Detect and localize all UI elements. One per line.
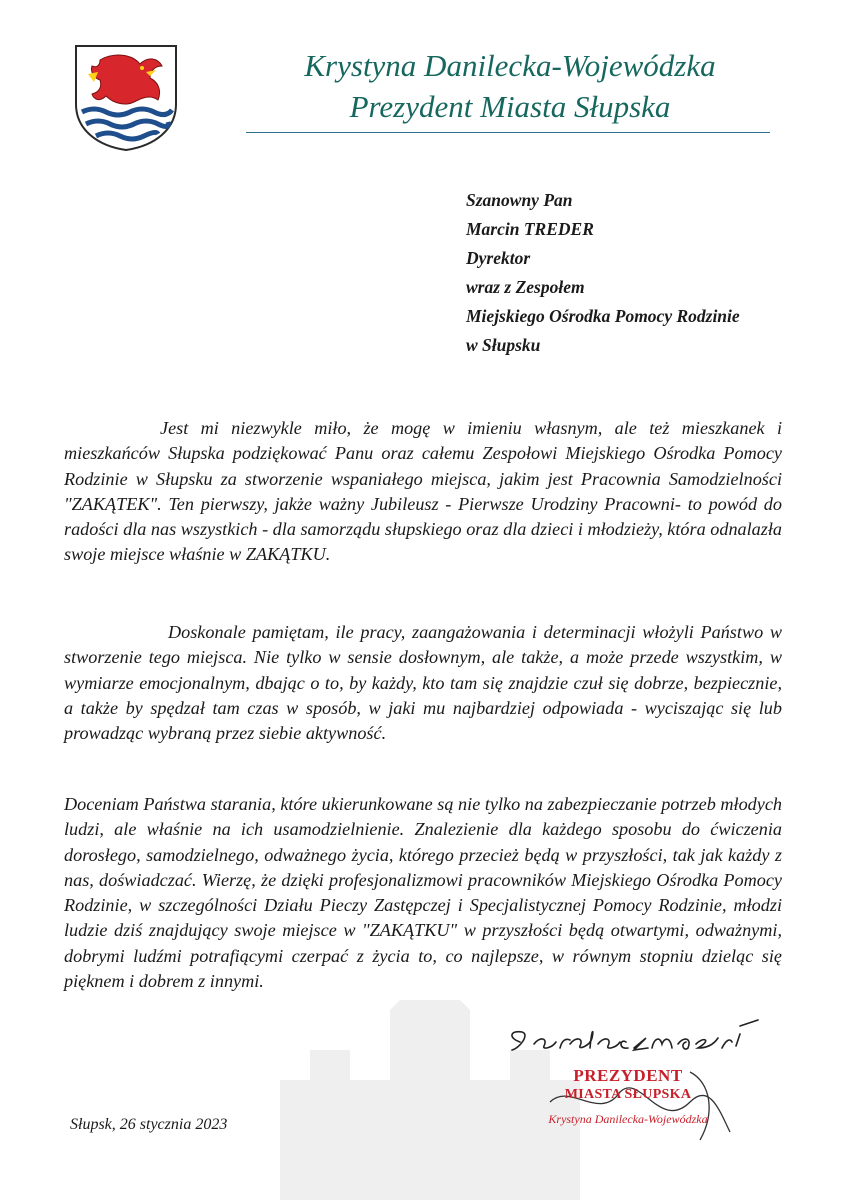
header-divider	[246, 132, 770, 133]
addressee-line: Marcin TREDER	[466, 219, 594, 239]
addressee-line: w Słupsku	[466, 335, 541, 355]
handwritten-greeting	[500, 1008, 780, 1068]
addressee-line: wraz z Zespołem	[466, 277, 585, 297]
letter-paragraph-3: Doceniam Państwa starania, które ukierunkowane są nie tylko na zabezpieczanie potrzeb młodych ludzi, ale właśnie na ich usamodzielnienie. Znalezienie dla każdego sposobu do ćwiczenia dorosłego, samodzielnego, odważnego życia, którego przecież będą w przyszłości, tak jak każdy z nas, doświadczać. Wierzę, że dzięki profesjonalizmowi pracowników Miejskiego Ośrodka Pomocy Rodzinie, w szczególności Działu Pieczy Zastępczej i Specjalistycznej Pomocy Rodzinie, młodzi ludzie dziś znajdujący swoje miejsce w "ZAKĄTKU" w przyszłości będą otwartymi, odważnymi, dobrymi ludźmi potrafiącymi czerpać z życia to, co najlepsze, w równym stopniu dzieląc się pięknem i dobrem z innymi.	[64, 794, 782, 992]
addressee-line: Szanowny Pan	[466, 190, 573, 210]
addressee-line: Dyrektor	[466, 248, 531, 268]
letter-paragraph-2: Doskonale pamiętam, ile pracy, zaangażowania i determinacji włożyli Państwo w stworzenie tego miejsca. Nie tylko w sensie dosłownym, ale także, a może przede wszystkim, w wymiarze emocjonalnym, dbając o to, by każdy, kto tam się znajdzie czuł się dobrze, bezpiecznie, a także by spędzał tam czas w sposób, w jaki mu najbardziej odpowiada - wyciszając się lub prowadząc wybraną przez siebie aktywność.	[64, 622, 782, 744]
stamp-name: Krystyna Danilecka-Wojewódzka	[548, 1112, 708, 1126]
official-stamp	[528, 1066, 728, 1128]
addressee-block	[466, 186, 740, 360]
letter-date: Słupsk, 26 stycznia 2023	[70, 1116, 228, 1133]
sender-name: Krystyna Danilecka-Wojewódzka	[304, 48, 716, 83]
stamp-line-1: PREZYDENT	[573, 1066, 683, 1085]
letter-paragraph-1: Jest mi niezwykle miło, że mogę w imieniu własnym, ale też mieszkanek i mieszkańców Słupska podziękować Panu oraz całemu Zespołowi Miejskiego Ośrodka Pomocy Rodzinie w Słupsku za stworzenie wspaniałego miejsca, jakim jest Pracownia Samodzielności "ZAKĄTEK". Ten pierwszy, jakże ważny Jubileusz - Pierwsze Urodziny Pracowni- to powód do radości dla nas wszystkich - dla samorządu słupskiego oraz dla dzieci i młodzieży, która odnalazła swoje miejsce właśnie w ZAKĄTKU.	[64, 418, 782, 565]
stamp-line-2: MIASTA SŁUPSKA	[564, 1087, 692, 1102]
letterhead	[250, 46, 770, 128]
sender-title: Prezydent Miasta Słupska	[349, 89, 671, 124]
addressee-line: Miejskiego Ośrodka Pomocy Rodzinie	[466, 306, 740, 326]
city-crest-icon	[70, 42, 182, 152]
